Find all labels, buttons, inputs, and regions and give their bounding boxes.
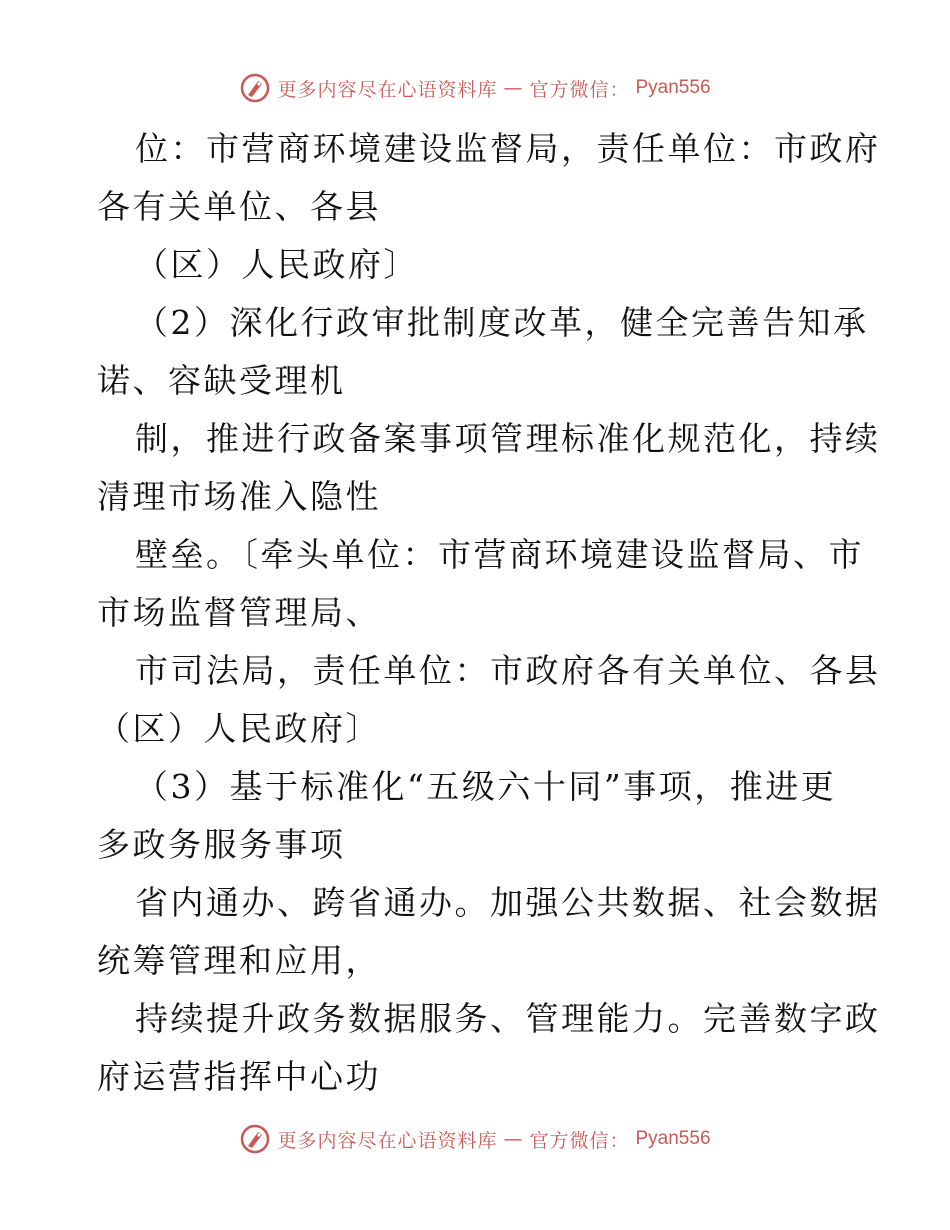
text-line: （区）人民政府〕 — [97, 709, 381, 748]
text-line: （区）人民政府〕 — [135, 245, 419, 284]
watermark-wechat-id: Pyan556 — [635, 1128, 711, 1149]
footer-watermark — [0, 1123, 950, 1155]
text-line: （2）深化行政审批制度改革，健全完善告知承 — [135, 303, 869, 342]
watermark-wechat-id: Pyan556 — [635, 77, 711, 98]
text-line: 诺、容缺受理机 — [97, 361, 346, 400]
watermark-separator: — — [503, 1128, 524, 1150]
text-line: 制，推进行政备案事项管理标准化规范化，持续 — [135, 419, 881, 458]
text-line: 府运营指挥中心功 — [97, 1057, 381, 1096]
text-line: 统筹管理和应用， — [97, 941, 381, 980]
header-watermark — [0, 72, 950, 104]
document-body — [97, 120, 881, 1106]
text-line: 持续提升政务数据服务、管理能力。完善数字政 — [135, 999, 881, 1038]
text-line: 多政务服务事项 — [97, 825, 346, 864]
text-line: （3）基于标准化“五级六十同”事项，推进更 — [135, 767, 837, 806]
text-line: 壁垒。〔牵头单位：市营商环境建设监督局、市 — [135, 535, 864, 574]
pen-nib-logo-icon — [239, 1123, 271, 1155]
watermark-text: 更多内容尽在心语资料库 — [277, 78, 498, 101]
text-line: 省内通办、跨省通办。加强公共数据、社会数据 — [135, 883, 881, 922]
text-line: 清理市场准入隐性 — [97, 477, 381, 516]
text-line: 市司法局，责任单位：市政府各有关单位、各县 — [135, 651, 881, 690]
text-line: 各有关单位、各县 — [97, 187, 381, 226]
watermark-wechat-label: 官方微信： — [529, 1129, 630, 1152]
watermark-wechat-label: 官方微信： — [529, 78, 630, 101]
watermark-separator: — — [503, 77, 524, 99]
pen-nib-logo-icon — [239, 72, 271, 104]
text-line: 市场监督管理局、 — [97, 593, 381, 632]
text-line: 位：市营商环境建设监督局，责任单位：市政府 — [135, 129, 881, 168]
watermark-text: 更多内容尽在心语资料库 — [277, 1129, 498, 1152]
